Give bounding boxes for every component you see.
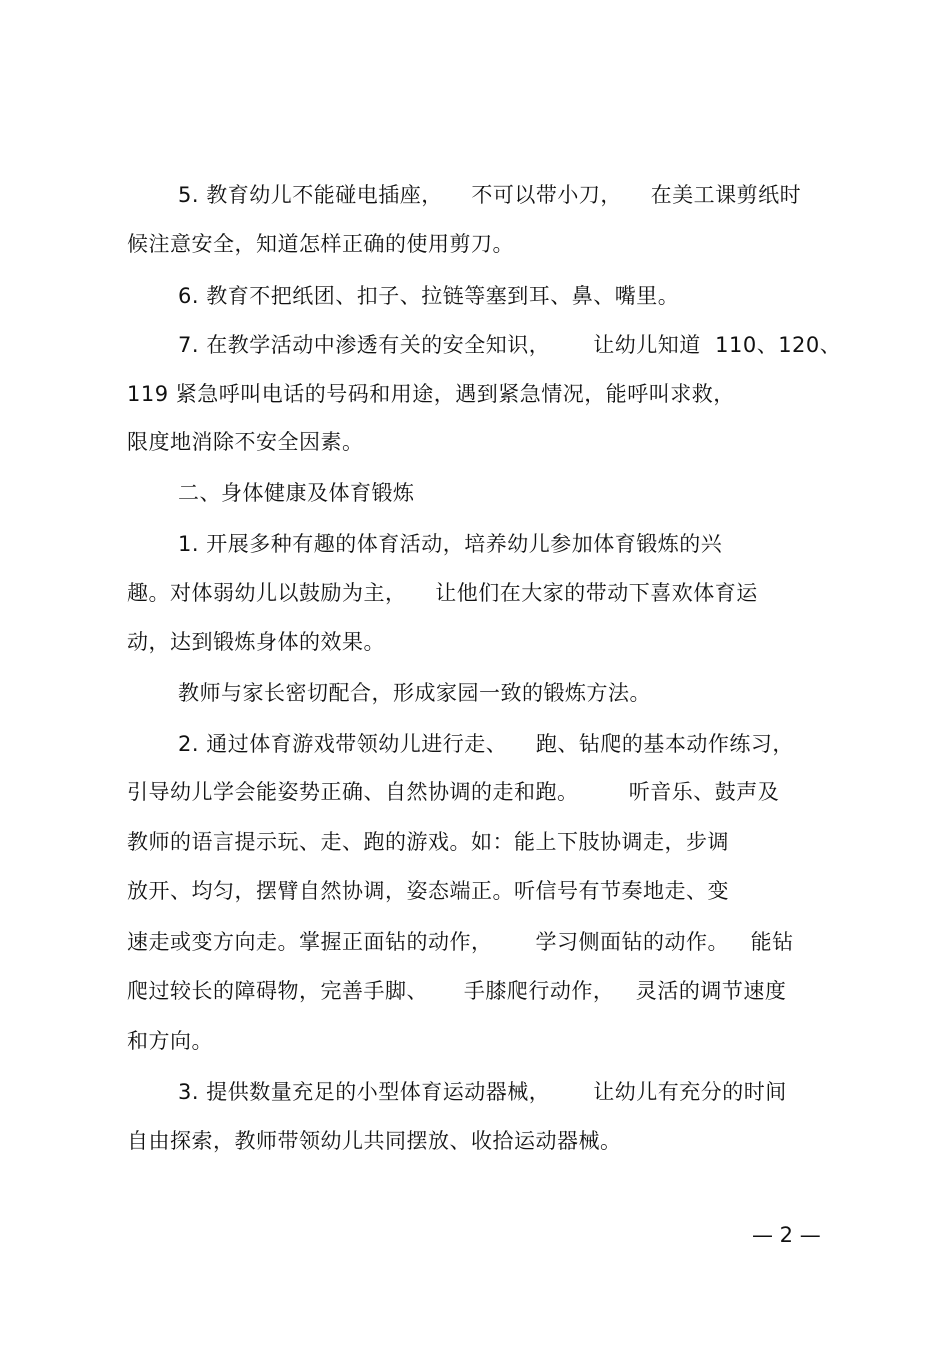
paragraph-line: 7. 在教学活动中渗透有关的安全知识， 让幼儿知道 110、120、 bbox=[178, 333, 842, 357]
paragraph-line: 引导幼儿学会能姿势正确、自然协调的走和跑。 听音乐、鼓声及 bbox=[127, 780, 780, 804]
paragraph-line: 和方向。 bbox=[127, 1029, 213, 1053]
paragraph-line: 6. 教育不把纸团、扣子、拉链等塞到耳、鼻、嘴里。 bbox=[178, 284, 680, 308]
paragraph-line: 3. 提供数量充足的小型体育运动器械， 让幼儿有充分的时间 bbox=[178, 1080, 787, 1104]
paragraph-line: 放开、均匀，摆臂自然协调，姿态端正。听信号有节奏地走、变 bbox=[127, 879, 729, 903]
paragraph-line: 动，达到锻炼身体的效果。 bbox=[127, 630, 385, 654]
paragraph-line: 自由探索，教师带领幼儿共同摆放、收拾运动器械。 bbox=[127, 1129, 622, 1153]
paragraph-line: 速走或变方向走。掌握正面钻的动作， 学习侧面钻的动作。 能钻 bbox=[127, 930, 794, 954]
paragraph-line: 限度地消除不安全因素。 bbox=[127, 430, 364, 454]
paragraph-line: 1. 开展多种有趣的体育活动，培养幼儿参加体育锻炼的兴 bbox=[178, 532, 723, 556]
page-number: — 2 — bbox=[752, 1223, 821, 1247]
paragraph-line: 趣。对体弱幼儿以鼓励为主， 让他们在大家的带动下喜欢体育运 bbox=[127, 581, 758, 605]
paragraph-line: 教师的语言提示玩、走、跑的游戏。如：能上下肢协调走，步调 bbox=[127, 830, 729, 854]
paragraph-line: 教师与家长密切配合，形成家园一致的锻炼方法。 bbox=[178, 681, 651, 705]
paragraph-line: 119 紧急呼叫电话的号码和用途，遇到紧急情况，能呼叫求救， bbox=[127, 382, 735, 406]
paragraph-line: 5. 教育幼儿不能碰电插座， 不可以带小刀， 在美工课剪纸时 bbox=[178, 183, 802, 207]
paragraph-line: 爬过较长的障碍物，完善手脚、 手膝爬行动作， 灵活的调节速度 bbox=[127, 979, 787, 1003]
section-heading: 二、身体健康及体育锻炼 bbox=[178, 481, 415, 505]
paragraph-line: 候注意安全，知道怎样正确的使用剪刀。 bbox=[127, 232, 514, 256]
paragraph-line: 2. 通过体育游戏带领幼儿进行走、 跑、钻爬的基本动作练习， bbox=[178, 732, 794, 756]
